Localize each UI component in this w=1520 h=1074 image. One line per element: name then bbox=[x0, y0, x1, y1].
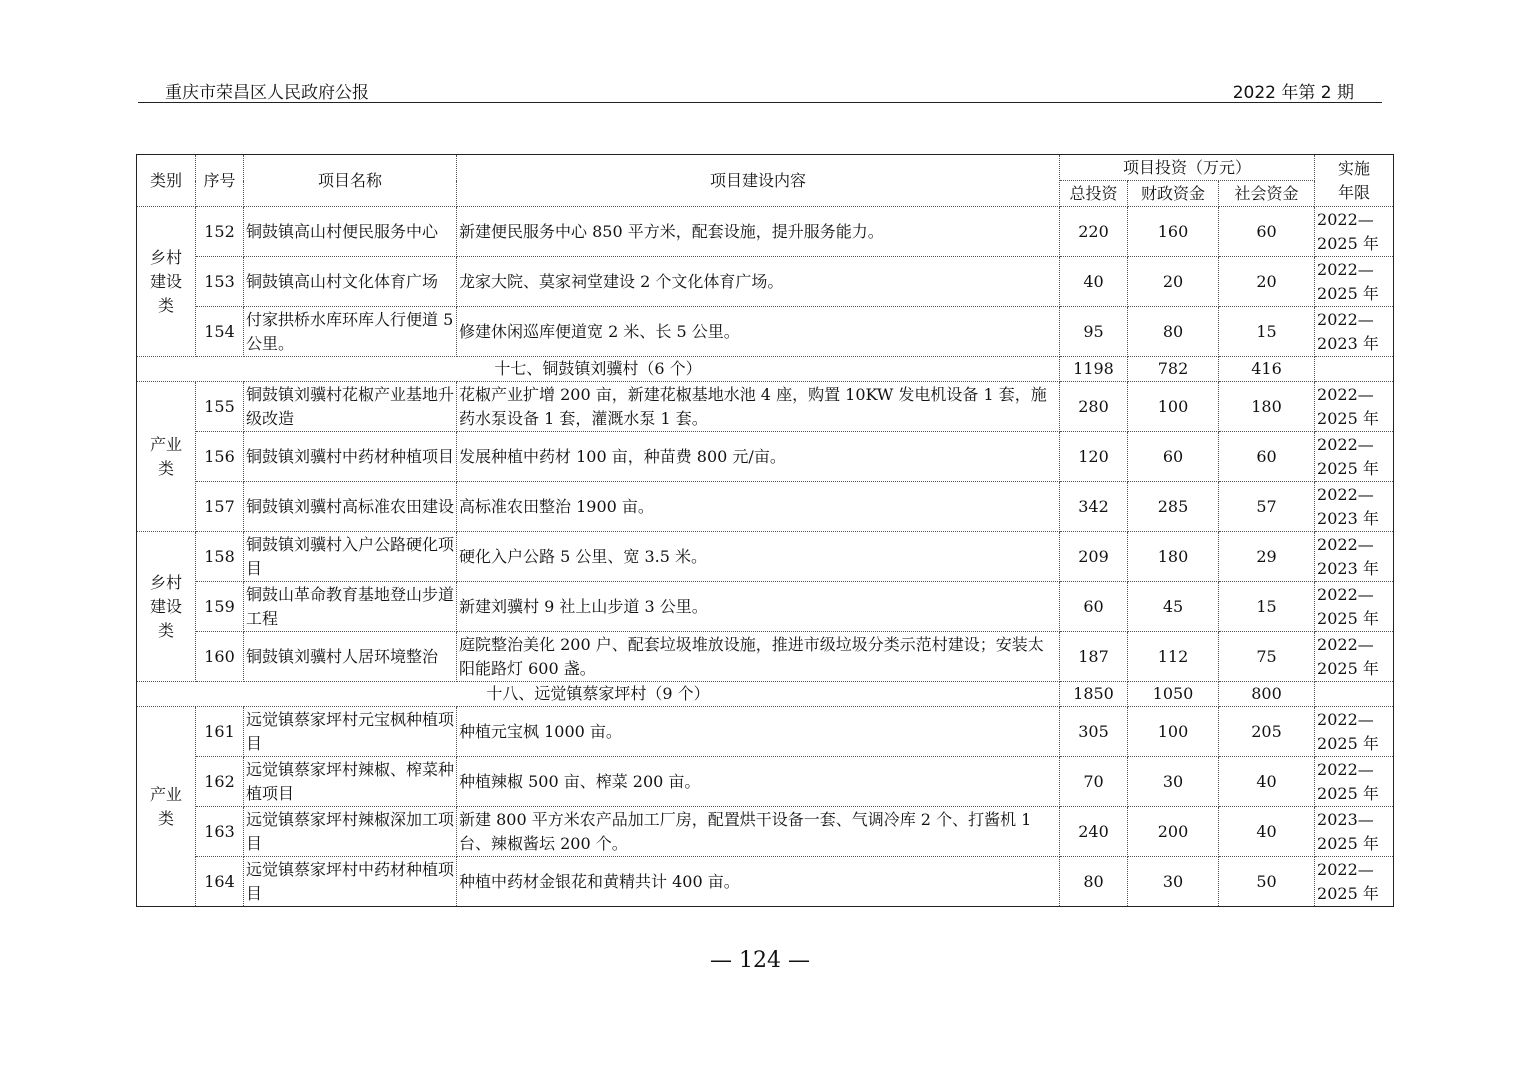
period-start: 2022— bbox=[1317, 634, 1374, 654]
row-social: 29 bbox=[1219, 532, 1315, 582]
row-no: 161 bbox=[196, 707, 244, 757]
page-number: — 124 — bbox=[710, 948, 810, 973]
table-row bbox=[137, 257, 1394, 307]
row-name: 铜鼓镇刘骥村人居环境整治 bbox=[244, 632, 457, 682]
row-content: 新建便民服务中心 850 平方米，配套设施，提升服务能力。 bbox=[457, 207, 1060, 257]
row-name: 铜鼓镇刘骥村花椒产业基地升级改造 bbox=[244, 382, 457, 432]
category-label: 产业类 bbox=[149, 784, 182, 828]
row-no: 154 bbox=[196, 307, 244, 357]
row-no: 157 bbox=[196, 482, 244, 532]
row-no: 160 bbox=[196, 632, 244, 682]
header-period-line1: 实施 bbox=[1338, 158, 1371, 178]
header-rule bbox=[138, 102, 1382, 103]
row-name: 远觉镇蔡家坪村辣椒深加工项目 bbox=[244, 807, 457, 857]
row-name: 铜鼓镇高山村文化体育广场 bbox=[244, 257, 457, 307]
table-row bbox=[137, 707, 1394, 757]
period-start: 2022— bbox=[1317, 534, 1374, 554]
row-name: 远觉镇蔡家坪村辣椒、榨菜种植项目 bbox=[244, 757, 457, 807]
period-start: 2022— bbox=[1317, 484, 1374, 504]
header-category: 类别 bbox=[137, 155, 196, 207]
table-row bbox=[137, 207, 1394, 257]
row-no: 158 bbox=[196, 532, 244, 582]
section-social: 416 bbox=[1219, 357, 1315, 382]
period-end: 2025 年 bbox=[1317, 658, 1379, 678]
table-row bbox=[137, 432, 1394, 482]
row-fiscal: 60 bbox=[1128, 432, 1219, 482]
period-end: 2023 年 bbox=[1317, 558, 1379, 578]
row-content: 庭院整治美化 200 户、配套垃圾堆放设施，推进市级垃圾分类示范村建设；安装太阳能路灯 600 盏。 bbox=[457, 632, 1060, 682]
row-name: 远觉镇蔡家坪村中药材种植项目 bbox=[244, 857, 457, 907]
row-period bbox=[1315, 757, 1394, 807]
period-end: 2025 年 bbox=[1317, 833, 1379, 853]
row-no: 152 bbox=[196, 207, 244, 257]
row-period bbox=[1315, 857, 1394, 907]
row-social: 205 bbox=[1219, 707, 1315, 757]
row-total: 60 bbox=[1060, 582, 1128, 632]
row-total: 95 bbox=[1060, 307, 1128, 357]
row-content: 硬化入户公路 5 公里、宽 3.5 米。 bbox=[457, 532, 1060, 582]
row-content: 种植元宝枫 1000 亩。 bbox=[457, 707, 1060, 757]
row-name: 铜鼓山革命教育基地登山步道工程 bbox=[244, 582, 457, 632]
period-end: 2025 年 bbox=[1317, 883, 1379, 903]
section-title: 十八、远觉镇蔡家坪村（9 个） bbox=[137, 682, 1060, 707]
header-total: 总投资 bbox=[1060, 181, 1128, 207]
period-start: 2022— bbox=[1317, 209, 1374, 229]
period-start: 2022— bbox=[1317, 759, 1374, 779]
category-label: 产业类 bbox=[149, 434, 182, 478]
row-no: 164 bbox=[196, 857, 244, 907]
row-fiscal: 20 bbox=[1128, 257, 1219, 307]
section-total: 1850 bbox=[1060, 682, 1128, 707]
period-end: 2025 年 bbox=[1317, 783, 1379, 803]
row-name: 铜鼓镇高山村便民服务中心 bbox=[244, 207, 457, 257]
bulletin-title: 重庆市荣昌区人民政府公报 bbox=[165, 83, 369, 103]
header-fiscal: 财政资金 bbox=[1128, 181, 1219, 207]
row-social: 15 bbox=[1219, 582, 1315, 632]
row-name: 铜鼓镇刘骥村中药材种植项目 bbox=[244, 432, 457, 482]
row-social: 180 bbox=[1219, 382, 1315, 432]
period-end: 2025 年 bbox=[1317, 608, 1379, 628]
header-investment: 项目投资（万元） bbox=[1060, 155, 1315, 181]
row-period bbox=[1315, 707, 1394, 757]
row-no: 162 bbox=[196, 757, 244, 807]
period-end: 2025 年 bbox=[1317, 733, 1379, 753]
header-content: 项目建设内容 bbox=[457, 155, 1060, 207]
row-period bbox=[1315, 307, 1394, 357]
period-end: 2025 年 bbox=[1317, 283, 1379, 303]
row-content: 修建休闲巡库便道宽 2 米、长 5 公里。 bbox=[457, 307, 1060, 357]
row-no: 156 bbox=[196, 432, 244, 482]
category-cell bbox=[137, 532, 196, 682]
section-period bbox=[1315, 357, 1394, 382]
row-fiscal: 100 bbox=[1128, 707, 1219, 757]
row-name: 远觉镇蔡家坪村元宝枫种植项目 bbox=[244, 707, 457, 757]
period-end: 2023 年 bbox=[1317, 508, 1379, 528]
period-start: 2022— bbox=[1317, 709, 1374, 729]
row-total: 209 bbox=[1060, 532, 1128, 582]
row-fiscal: 180 bbox=[1128, 532, 1219, 582]
row-fiscal: 285 bbox=[1128, 482, 1219, 532]
row-total: 80 bbox=[1060, 857, 1128, 907]
row-content: 高标准农田整治 1900 亩。 bbox=[457, 482, 1060, 532]
table-row bbox=[137, 807, 1394, 857]
row-content: 龙家大院、莫家祠堂建设 2 个文化体育广场。 bbox=[457, 257, 1060, 307]
period-start: 2022— bbox=[1317, 434, 1374, 454]
row-total: 40 bbox=[1060, 257, 1128, 307]
row-total: 220 bbox=[1060, 207, 1128, 257]
row-fiscal: 200 bbox=[1128, 807, 1219, 857]
period-end: 2025 年 bbox=[1317, 408, 1379, 428]
period-end: 2025 年 bbox=[1317, 233, 1379, 253]
header-name: 项目名称 bbox=[244, 155, 457, 207]
category-cell bbox=[137, 382, 196, 532]
section-row bbox=[137, 682, 1394, 707]
section-total: 1198 bbox=[1060, 357, 1128, 382]
category-cell bbox=[137, 207, 196, 357]
row-social: 40 bbox=[1219, 807, 1315, 857]
row-content: 种植中药材金银花和黄精共计 400 亩。 bbox=[457, 857, 1060, 907]
row-fiscal: 112 bbox=[1128, 632, 1219, 682]
row-fiscal: 45 bbox=[1128, 582, 1219, 632]
section-fiscal: 782 bbox=[1128, 357, 1219, 382]
row-fiscal: 80 bbox=[1128, 307, 1219, 357]
row-period bbox=[1315, 482, 1394, 532]
category-cell bbox=[137, 707, 196, 907]
category-label: 乡村建设类 bbox=[149, 572, 182, 640]
header-period bbox=[1315, 155, 1394, 207]
row-content: 花椒产业扩增 200 亩，新建花椒基地水池 4 座，购置 10KW 发电机设备 1 套，施药水泵设备 1 套，灌溉水泵 1 套。 bbox=[457, 382, 1060, 432]
row-no: 153 bbox=[196, 257, 244, 307]
row-total: 187 bbox=[1060, 632, 1128, 682]
period-end: 2023 年 bbox=[1317, 333, 1379, 353]
row-total: 120 bbox=[1060, 432, 1128, 482]
table-row bbox=[137, 857, 1394, 907]
row-total: 70 bbox=[1060, 757, 1128, 807]
section-row bbox=[137, 357, 1394, 382]
row-fiscal: 30 bbox=[1128, 757, 1219, 807]
row-social: 60 bbox=[1219, 432, 1315, 482]
row-period bbox=[1315, 582, 1394, 632]
section-period bbox=[1315, 682, 1394, 707]
header-no: 序号 bbox=[196, 155, 244, 207]
row-name: 铜鼓镇刘骥村高标准农田建设 bbox=[244, 482, 457, 532]
row-content: 新建 800 平方米农产品加工厂房，配置烘干设备一套、气调冷库 2 个、打酱机 1 台、辣椒酱坛 200 个。 bbox=[457, 807, 1060, 857]
row-no: 159 bbox=[196, 582, 244, 632]
row-name: 付家拱桥水库环库人行便道 5 公里。 bbox=[244, 307, 457, 357]
row-content: 新建刘骥村 9 社上山步道 3 公里。 bbox=[457, 582, 1060, 632]
row-social: 50 bbox=[1219, 857, 1315, 907]
section-title: 十七、铜鼓镇刘骥村（6 个） bbox=[137, 357, 1060, 382]
period-start: 2023— bbox=[1317, 809, 1374, 829]
period-end: 2025 年 bbox=[1317, 458, 1379, 478]
row-fiscal: 30 bbox=[1128, 857, 1219, 907]
category-label: 乡村建设类 bbox=[149, 247, 182, 315]
row-social: 60 bbox=[1219, 207, 1315, 257]
row-social: 57 bbox=[1219, 482, 1315, 532]
row-content: 种植辣椒 500 亩、榨菜 200 亩。 bbox=[457, 757, 1060, 807]
row-social: 40 bbox=[1219, 757, 1315, 807]
section-social: 800 bbox=[1219, 682, 1315, 707]
row-content: 发展种植中药材 100 亩，种苗费 800 元/亩。 bbox=[457, 432, 1060, 482]
row-total: 305 bbox=[1060, 707, 1128, 757]
row-no: 155 bbox=[196, 382, 244, 432]
header-period-line2: 年限 bbox=[1338, 182, 1371, 202]
row-period bbox=[1315, 632, 1394, 682]
row-period bbox=[1315, 382, 1394, 432]
section-fiscal: 1050 bbox=[1128, 682, 1219, 707]
header-row bbox=[137, 155, 1394, 181]
row-total: 342 bbox=[1060, 482, 1128, 532]
row-period bbox=[1315, 432, 1394, 482]
row-fiscal: 100 bbox=[1128, 382, 1219, 432]
row-total: 280 bbox=[1060, 382, 1128, 432]
issue-number: 2022 年第 2 期 bbox=[1232, 83, 1354, 103]
row-social: 20 bbox=[1219, 257, 1315, 307]
row-fiscal: 160 bbox=[1128, 207, 1219, 257]
table-row bbox=[137, 582, 1394, 632]
row-total: 240 bbox=[1060, 807, 1128, 857]
period-start: 2022— bbox=[1317, 584, 1374, 604]
table-row bbox=[137, 532, 1394, 582]
header-social: 社会资金 bbox=[1219, 181, 1315, 207]
period-start: 2022— bbox=[1317, 259, 1374, 279]
period-start: 2022— bbox=[1317, 859, 1374, 879]
table-row bbox=[137, 382, 1394, 432]
row-period bbox=[1315, 807, 1394, 857]
table-row bbox=[137, 632, 1394, 682]
table-row bbox=[137, 482, 1394, 532]
period-start: 2022— bbox=[1317, 384, 1374, 404]
table-row bbox=[137, 757, 1394, 807]
row-period bbox=[1315, 257, 1394, 307]
row-name: 铜鼓镇刘骥村入户公路硬化项目 bbox=[244, 532, 457, 582]
period-start: 2022— bbox=[1317, 309, 1374, 329]
row-period bbox=[1315, 532, 1394, 582]
row-period bbox=[1315, 207, 1394, 257]
row-social: 15 bbox=[1219, 307, 1315, 357]
project-table bbox=[136, 154, 1394, 907]
row-no: 163 bbox=[196, 807, 244, 857]
table-row bbox=[137, 307, 1394, 357]
row-social: 75 bbox=[1219, 632, 1315, 682]
